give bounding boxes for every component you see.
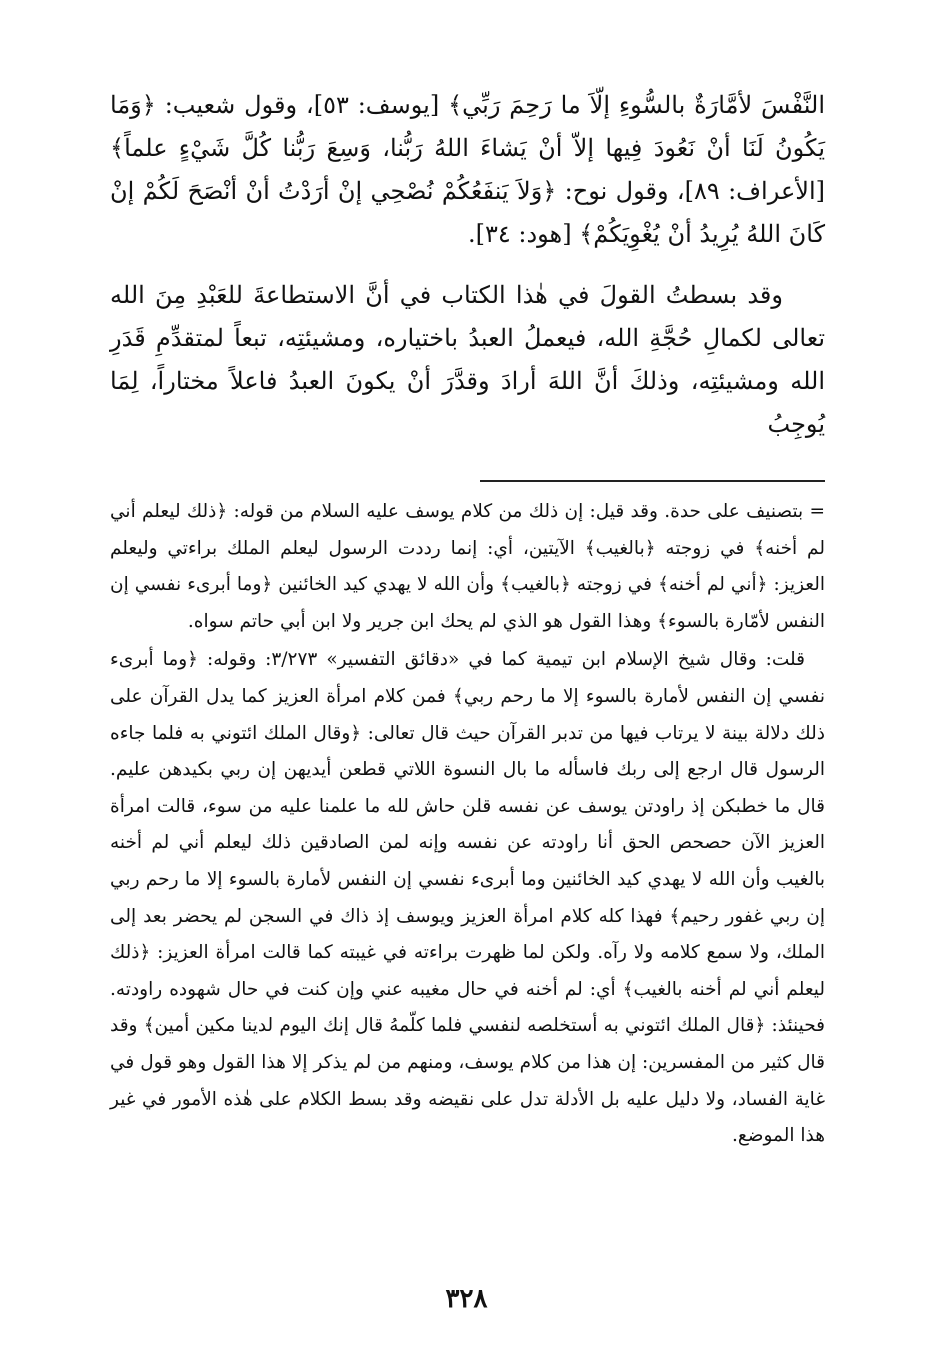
main-paragraph: وقد بسطتُ القولَ في هٰذا الكتاب في أنَّ الاستطاعةَ للعَبْدِ مِنَ الله تعالى لكمالِ حُجَّةِ الله، فيعملُ العبدُ باختياره، ومشيئتِه، تبعاً لمتقدِّمِ قَدَرِ الله ومشيئتِه، وذلكَ أنَّ اللهَ أرادَ وقدَّرَ أنْ يكونَ العبدُ فاعلاً مختاراً، لِمَا يُوجِبُ: [110, 281, 825, 438]
main-paragraph: النَّفْسَ لأمَّارَةٌ بالسُّوءِ إلّاَ ما رَحِمَ رَبِّي﴾ [يوسف: ٥٣]، وقول شعيب: ﴿وَمَا يَكُونُ لَنَا أنْ نَعُودَ فِيها إلاّ أنْ يَشاءَ اللهُ رَبُّنا، وَسِعَ رَبُّنا كُلَّ شَيْءٍ علماً﴾ [الأعراف: ٨٩]، وقول نوح: ﴿وَلاَ يَنفَعُكُمْ نُصْحِي إنْ أرَدْتُ أنْ أنْصَحَ لَكُمْ إنْ كَانَ اللهُ يُرِيدُ أنْ يُغْوِيَكُمْ﴾ [هود: ٣٤].: [110, 91, 826, 248]
main-text: [110, 84, 825, 446]
footnotes: [110, 494, 825, 1155]
footnote-paragraph: = بتصنيف على حدة. وقد قيل: إن ذلك من كلام يوسف عليه السلام من قوله: ﴿ذلك ليعلم أني لم أخنه﴾ في زوجته ﴿بالغيب﴾ الآيتين، أي: إنما رددت الرسول ليعلم الملك براءتي وليعلم العزيز: ﴿أني لم أخنه﴾ في زوجته ﴿بالغيب﴾ وأن الله لا يهدي كيد الخائنين ﴿وما أبرىء نفسي إن النفس لأمّارة بالسوء﴾ وهذا القول هو الذي لم يحك ابن جرير ولا ابن أبي حاتم سواه.: [110, 501, 825, 632]
page-number: ٣٢٨: [445, 1284, 488, 1314]
footnote-separator: [480, 480, 825, 482]
footnote-paragraph: قلت: وقال شيخ الإسلام ابن تيمية كما في «دقائق التفسير» ٣/٢٧٣: وقوله: ﴿وما أبرىء نفسي إن النفس لأمارة بالسوء إلا ما رحم ربي﴾ فمن كلام امرأة العزيز كما يدل القرآن على ذلك دلالة بينة لا يرتاب فيها من تدبر القرآن حيث قال تعالى: ﴿وقال الملك ائتوني به فلما جاءه الرسول قال ارجع إلى ربك فاسأله ما بال النسوة اللاتي قطعن أيديهن إن ربي بكيدهن عليم. قال ما خطبكن إذ راودتن يوسف عن نفسه قلن حاش لله ما علمنا عليه من سوء، قالت امرأة العزيز الآن حصحص الحق أنا راودته عن نفسه وإنه لمن الصادقين ذلك ليعلم أني لم أخنه بالغيب وأن الله لا يهدي كيد الخائنين وما أبرىء نفسي إن النفس لأمارة بالسوء إلا ما رحم ربي إن ربي غفور رحيم﴾ فهذا كله كلام امرأة العزيز ويوسف إذ ذاك في السجن لم يحضر بعد إلى الملك، ولا سمع كلامه ولا رآه. ولكن لما ظهرت براءته في غيبته كما قالت امرأة العزيز: ﴿ذلك ليعلم أني لم أخنه بالغيب﴾ أي: لم أخنه في حال مغيبه عني وإن كنت في حال شهوده راودته. فحينئذ: ﴿قال الملك ائتوني به أستخلصه لنفسي فلما كلّمهُ قال إنك اليوم لدينا مكين أمين﴾ وقد قال كثير من المفسرين: إن هذا من كلام يوسف، ومنهم من لم يذكر إلا هذا القول وهو قول في غاية الفساد، ولا دليل عليه بل الأدلة تدل على نقيضه وقد بسط الكلام على هٰذه الأمور في غير هذا الموضع.: [110, 649, 825, 1147]
book-page: [110, 84, 825, 1155]
